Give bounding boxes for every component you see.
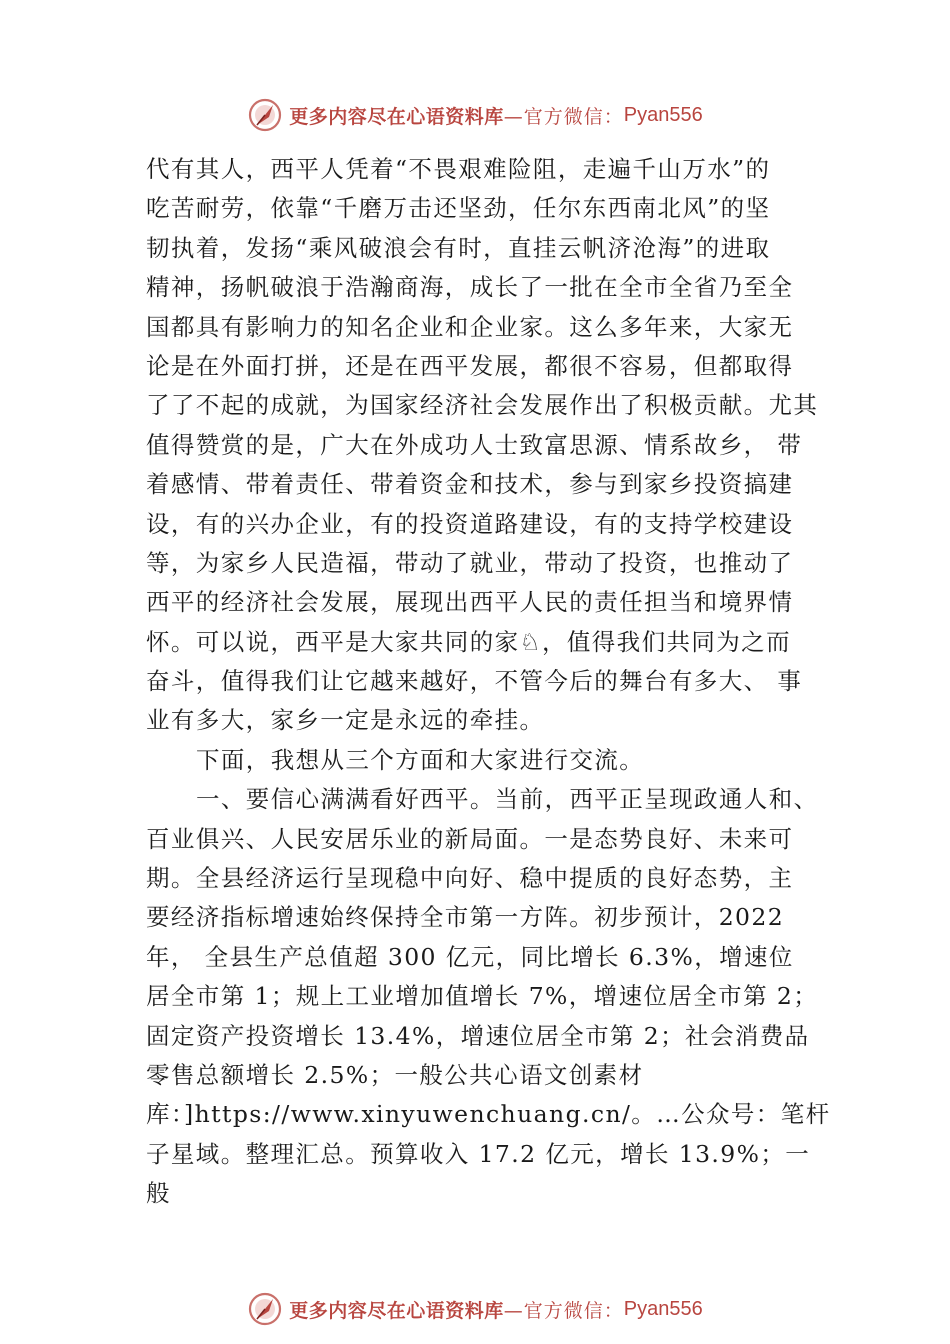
- text-line: 业有多大，家乡一定是永远的牵挂。: [146, 706, 545, 735]
- text-line: 百业俱兴、人民安居乐业的新局面。一是态势良好、未来可: [146, 824, 794, 853]
- watermark-wechat-id: Pyan556: [623, 103, 703, 126]
- quill-logo-icon: [247, 1291, 283, 1327]
- text-line: 韧执着，发扬“乘风破浪会有时，直挂云帆济沧海”的进取: [146, 233, 771, 262]
- watermark-brand: 更多内容尽在心语资料库: [289, 1299, 504, 1322]
- quill-logo-icon: [247, 97, 283, 133]
- text-line: 西平的经济社会发展，展现出西平人民的责任担当和境界情: [146, 588, 794, 617]
- text-line: 年， 全县生产总值超 300 亿元，同比增长 6.3%，增速位: [146, 942, 794, 971]
- watermark-brand: 更多内容尽在心语资料库: [289, 105, 504, 128]
- text-line: 般: [146, 1179, 171, 1208]
- text-line: 精神，扬帆破浪于浩瀚商海，成长了一批在全市全省乃至全: [146, 273, 794, 302]
- text-line: 居全市第 1；规上工业增加值增长 7%，增速位居全市第 2；: [146, 982, 819, 1011]
- text-line: 子星域。整理汇总。预算收入 17.2 亿元，增长 13.9%；一: [146, 1139, 811, 1168]
- watermark-official: —官方微信：: [503, 105, 624, 128]
- text-line: 代有其人，西平人凭着“不畏艰难险阻，走遍千山万水”的: [146, 155, 771, 183]
- watermark-wechat-id: Pyan556: [623, 1297, 703, 1320]
- text-line: 值得赞赏的是，广大在外成功人士致富思源、情系故乡， 带: [146, 430, 803, 459]
- text-line: 吃苦耐劳，依靠“千磨万击还坚劲，任尔东西南北风”的坚: [146, 194, 771, 223]
- text-line: 设，有的兴办企业，有的投资道路建设，有的支持学校建设: [146, 509, 794, 538]
- text-line: 了了不起的成就，为国家经济社会发展作出了积极贡献。尤其: [146, 391, 819, 420]
- text-line: 要经济指标增速始终保持全市第一方阵。初步预计，2022: [146, 903, 785, 932]
- text-line: 零售总额增长 2.5%；一般公共心语文创素材: [146, 1060, 644, 1089]
- text-line: 着感情、带着责任、带着资金和技术，参与到家乡投资搞建: [146, 470, 794, 499]
- header-watermark: [0, 93, 950, 137]
- text-line: 怀。可以说，西平是大家共同的家♘，值得我们共同为之而: [146, 627, 791, 656]
- text-line: 国都具有影响力的知名企业和企业家。这么多年来，大家无: [146, 312, 794, 341]
- text-line: 库：]https://www.xinyuwenchuang.cn/。…公众号：笔杆: [146, 1100, 831, 1129]
- footer-watermark: [0, 1287, 950, 1331]
- text-line: 奋斗，值得我们让它越来越好，不管今后的舞台有多大、 事: [146, 667, 803, 696]
- text-line: 期。全县经济运行呈现稳中向好、稳中提质的良好态势，主: [146, 864, 794, 893]
- text-line: 一、要信心满满看好西平。当前，西平正呈现政通人和、: [196, 785, 819, 814]
- text-line: 论是在外面打拼，还是在西平发展，都很不容易，但都取得: [146, 351, 794, 380]
- watermark-official: —官方微信：: [503, 1299, 624, 1322]
- text-line: 下面，我想从三个方面和大家进行交流。: [196, 745, 645, 774]
- document-body: [146, 150, 831, 1214]
- text-line: 固定资产投资增长 13.4%，增速位居全市第 2；社会消费品: [146, 1021, 810, 1050]
- text-line: 等，为家乡人民造福，带动了就业，带动了投资，也推动了: [146, 548, 794, 577]
